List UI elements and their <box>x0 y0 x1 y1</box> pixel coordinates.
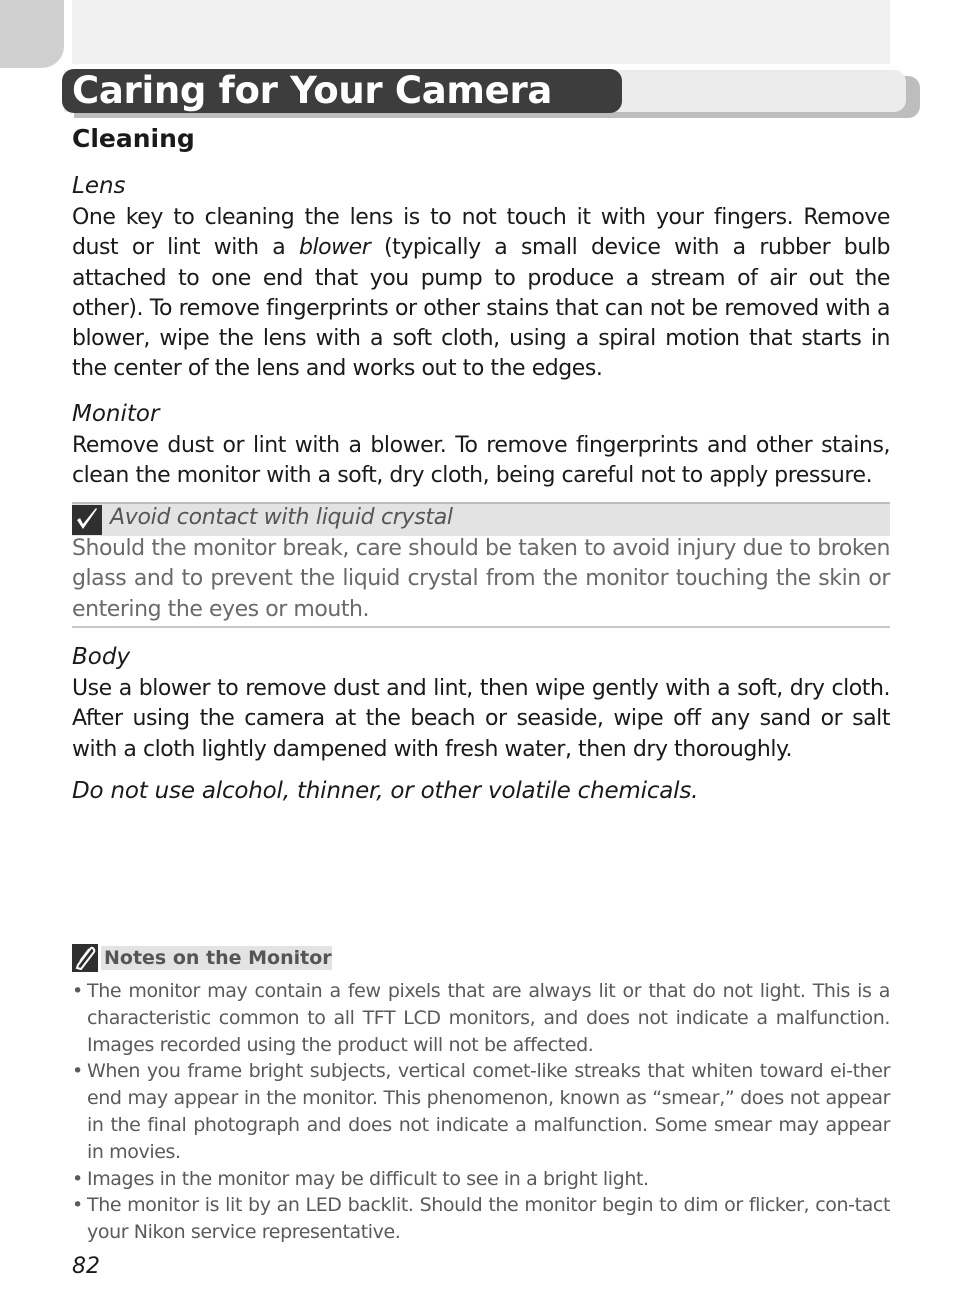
list-item <box>72 1166 890 1193</box>
note-text: When you frame bright subjects, vertical comet-like streaks that whiten toward ei-ther end may appear in the monitor. This phenomenon, known as “smear,” does not appear in the final photograph and does not indicate a malfunction. Some smear may appear in movies. <box>87 1060 890 1163</box>
note-text: The monitor may contain a few pixels that are always lit or that do not light. This is a characteristic common to all TFT LCD monitors, and does not indicate a malfunction. Images recorded using the product will not be affected. <box>87 980 890 1056</box>
caution-title: Avoid contact with liquid crystal <box>110 505 453 530</box>
monitor-paragraph: Remove dust or lint with a blower. To remove fingerprints and other stains, clean the monitor with a soft, dry cloth, being careful not to apply pressure. <box>72 433 890 489</box>
bullet: • <box>72 1060 83 1083</box>
section-heading: Cleaning <box>72 124 195 153</box>
monitor-heading: Monitor <box>72 401 160 427</box>
warning-text: Do not use alcohol, thinner, or other volatile chemicals. <box>72 778 699 804</box>
caution-text: Should the monitor break, care should be taken to avoid injury due to broken glass and to prevent the liquid crystal from the monitor touching the skin or entering the eyes or mouth. <box>72 536 890 622</box>
list-item <box>72 1058 890 1165</box>
body-heading: Body <box>72 644 131 670</box>
top-band <box>72 0 890 64</box>
bullet: • <box>72 1167 83 1190</box>
note-text: Images in the monitor may be difficult to see in a bright light. <box>87 1167 649 1190</box>
notes-list <box>72 978 890 1246</box>
blower-term: blower <box>298 235 371 261</box>
page-title: Caring for Your Camera <box>72 69 553 112</box>
check-icon <box>72 505 102 535</box>
note-text: The monitor is lit by an LED backlit. Should the monitor begin to dim or flicker, con-tact your Nikon service representative. <box>87 1194 890 1244</box>
notes-title: Notes on the Monitor <box>104 947 332 969</box>
bullet: • <box>72 980 83 1002</box>
pencil-icon <box>72 944 98 972</box>
lens-paragraph <box>72 203 890 385</box>
bullet: • <box>72 1194 83 1217</box>
page-number: 82 <box>72 1254 100 1279</box>
list-item <box>72 1192 890 1246</box>
caution-divider <box>72 626 890 628</box>
corner-tab <box>0 0 64 68</box>
lens-text-after: (typically a small device with a rubber bulb attached to one end that you pump to produce a stream of air out the other). To remove fingerprints or other stains that can not be removed with a blower, wipe the lens with a soft cloth, using a spiral motion that starts in the center of the lens and works out to the edges. <box>72 235 890 382</box>
list-item <box>72 978 890 1058</box>
lens-heading: Lens <box>72 173 126 199</box>
lens-text-before: One key to cleaning the lens is to not touch it with your fingers. Remove dust or lint with a <box>72 205 890 261</box>
body-paragraph: Use a blower to remove dust and lint, then wipe gently with a soft, dry cloth. After using the camera at the beach or seaside, wipe off any sand or salt with a cloth lightly dampened with fresh water, then dry thoroughly. <box>72 676 890 762</box>
